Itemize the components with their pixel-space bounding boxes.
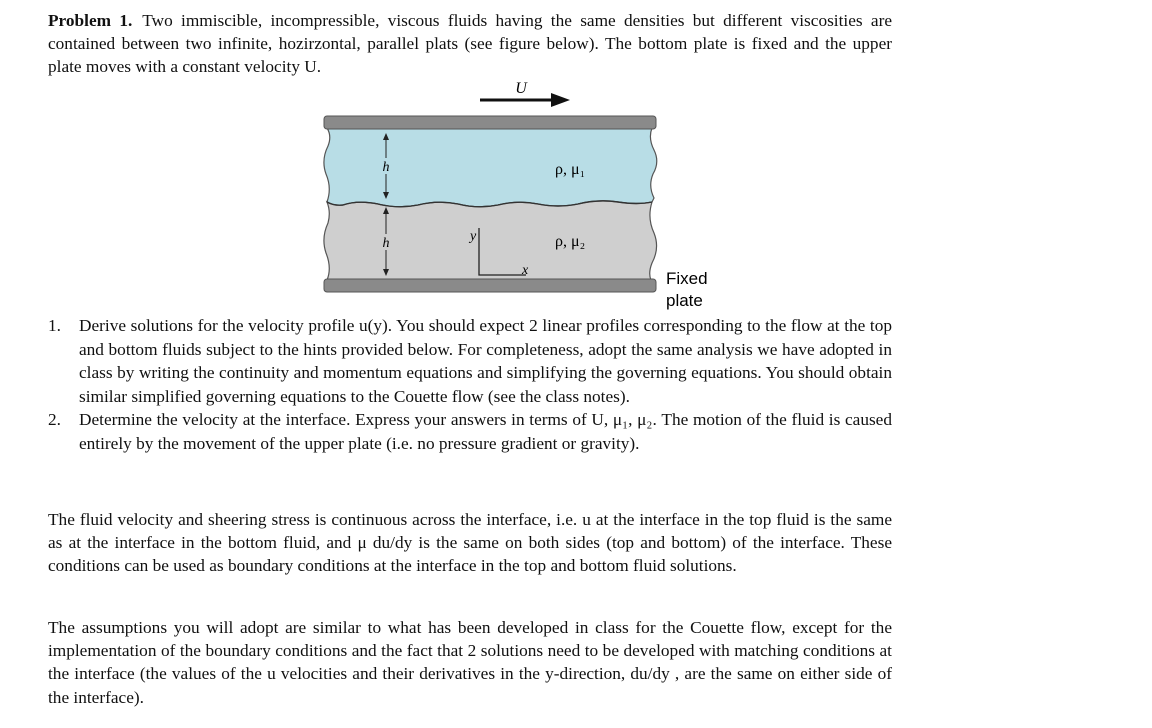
velocity-label: U — [515, 80, 527, 97]
problem-label: Problem 1. — [48, 11, 133, 30]
top-fluid — [324, 128, 657, 207]
bottom-plate — [324, 279, 656, 292]
top-plate — [324, 116, 656, 129]
fixed-plate-label-1: Fixed — [666, 269, 708, 288]
problem-intro-text: Two immiscible, incompressible, viscous fluids having the same densities but different viscosities are contained between two infinite, hozirzontal, parallel plats (see figure below). The bottom plate is fixed and the upper plate moves with a constant velocity U. — [48, 11, 892, 77]
task-text: Determine the velocity at the interface. Express your answers in terms of U, μ₁, μ₂. The motion of the fluid is caused entirely by the movement of the upper plate (i.e. no pressure gradient or gravity). — [79, 410, 892, 453]
h-bottom-label: h — [382, 236, 390, 251]
problem-intro — [48, 9, 892, 79]
task-item-1 — [48, 314, 892, 408]
task-number: 1. — [48, 316, 61, 335]
bottom-fluid — [324, 201, 657, 280]
axis-x-label: x — [522, 263, 529, 278]
hint-paragraph: The fluid velocity and sheering stress is continuous across the interface, i.e. u at the interface in the top fluid is the same as at the interface in the bottom fluid, and μ du/dy is the same on both sides (top and bottom) of the interface. These conditions can be used as boundary conditions at the interface in the top and bottom fluid solutions. — [48, 510, 892, 576]
figure-svg — [268, 78, 708, 313]
task-item-2 — [48, 408, 892, 455]
fixed-plate-label-2: plate — [666, 291, 703, 310]
h-top-label: h — [382, 160, 390, 175]
assumptions-paragraph: The assumptions you will adopt are similar to what has been developed in class for the Couette flow, except for the implementation of the boundary conditions and the fact that 2 solutions need to be developed with matching conditions at the interface (the values of the u velocities and their derivatives in the y-direction, du/dy , are the same on either side of the interface). — [48, 618, 892, 707]
bottom-fluid-label: ρ, μ₂ — [555, 233, 586, 250]
task-text: Derive solutions for the velocity profile u(y). You should expect 2 linear profiles corresponding to the flow at the top and bottom fluids subject to the hints provided below. For completeness, adopt the same analysis we have adopted in class by writing the continuity and momentum equations and simplifying the governing equations. You should obtain similar simplified governing equations to the Couette flow (see the class notes). — [79, 316, 892, 406]
axis-y-label: y — [470, 229, 477, 244]
velocity-arrow-head — [551, 93, 570, 107]
couette-figure — [268, 78, 708, 313]
task-number: 2. — [48, 410, 61, 430]
top-fluid-label: ρ, μ₁ — [555, 161, 586, 178]
task-list — [48, 314, 892, 456]
